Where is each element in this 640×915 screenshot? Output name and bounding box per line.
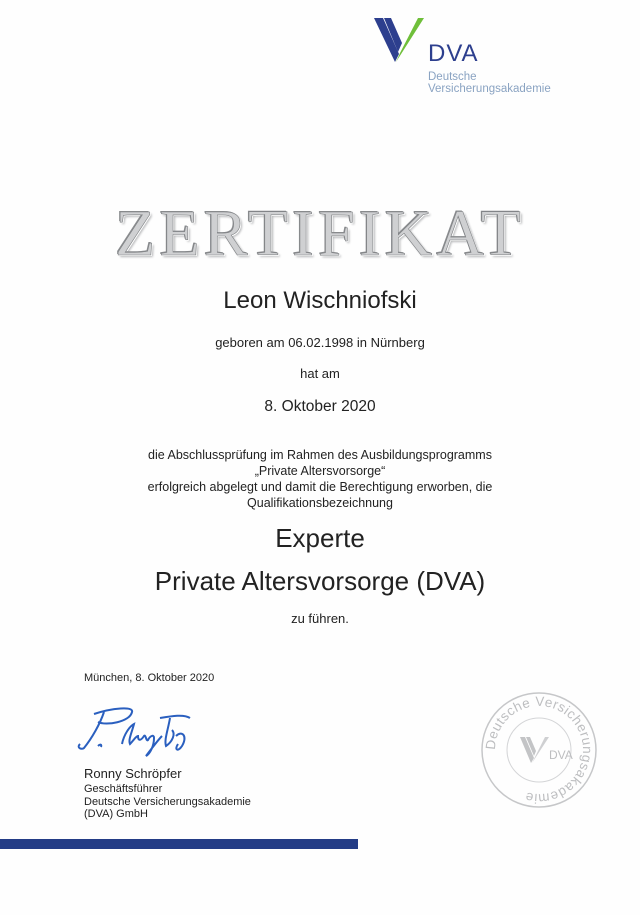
logo-wordmark: DVA [428, 40, 479, 67]
exam-paragraph [0, 447, 640, 511]
signer-role-line1: Geschäftsführer [84, 783, 163, 795]
seal-center-word: DVA [549, 748, 573, 762]
signer-name: Ronny Schröpfer [84, 766, 182, 781]
paragraph-line1: die Abschlussprüfung im Rahmen des Ausbildungsprogramms [148, 448, 492, 462]
signer-role [84, 783, 251, 821]
hat-am-text: hat am [300, 366, 340, 381]
paragraph-line3: erfolgreich abgelegt und damit die Berechtigung erworben, die [147, 480, 493, 494]
qualification-subtitle: Private Altersvorsorge (DVA) [154, 566, 486, 596]
dva-seal-icon [479, 690, 599, 810]
closing-text: zu führen. [291, 611, 349, 626]
paragraph-line4: Qualifikationsbezeichnung [247, 496, 393, 510]
place-and-date: München, 8. Oktober 2020 [84, 672, 215, 684]
logo-subtitle [428, 71, 551, 95]
qualification-title: Experte [275, 523, 365, 553]
handwritten-signature-icon [72, 700, 202, 762]
dva-v-logo-icon [374, 16, 424, 64]
signer-role-line2: Deutsche Versicherungsakademie [84, 795, 251, 808]
recipient-name: Leon Wischniofski [223, 287, 417, 314]
signer-role-line3: (DVA) GmbH [84, 808, 148, 820]
accent-bar [0, 839, 358, 849]
exam-date: 8. Oktober 2020 [264, 398, 376, 415]
paragraph-line2: „Private Altersvorsorge“ [254, 464, 386, 478]
logo-subtitle-line2: Versicherungsakademie [428, 83, 551, 95]
certificate-title: ZERTIFIKAT [115, 197, 525, 270]
logo-subtitle-line1: Deutsche [428, 71, 477, 83]
seal-ring-text: Deutsche Versicherungsakademie [482, 693, 596, 807]
dva-logo [374, 16, 574, 100]
recipient-birth: geboren am 06.02.1998 in Nürnberg [215, 335, 425, 350]
